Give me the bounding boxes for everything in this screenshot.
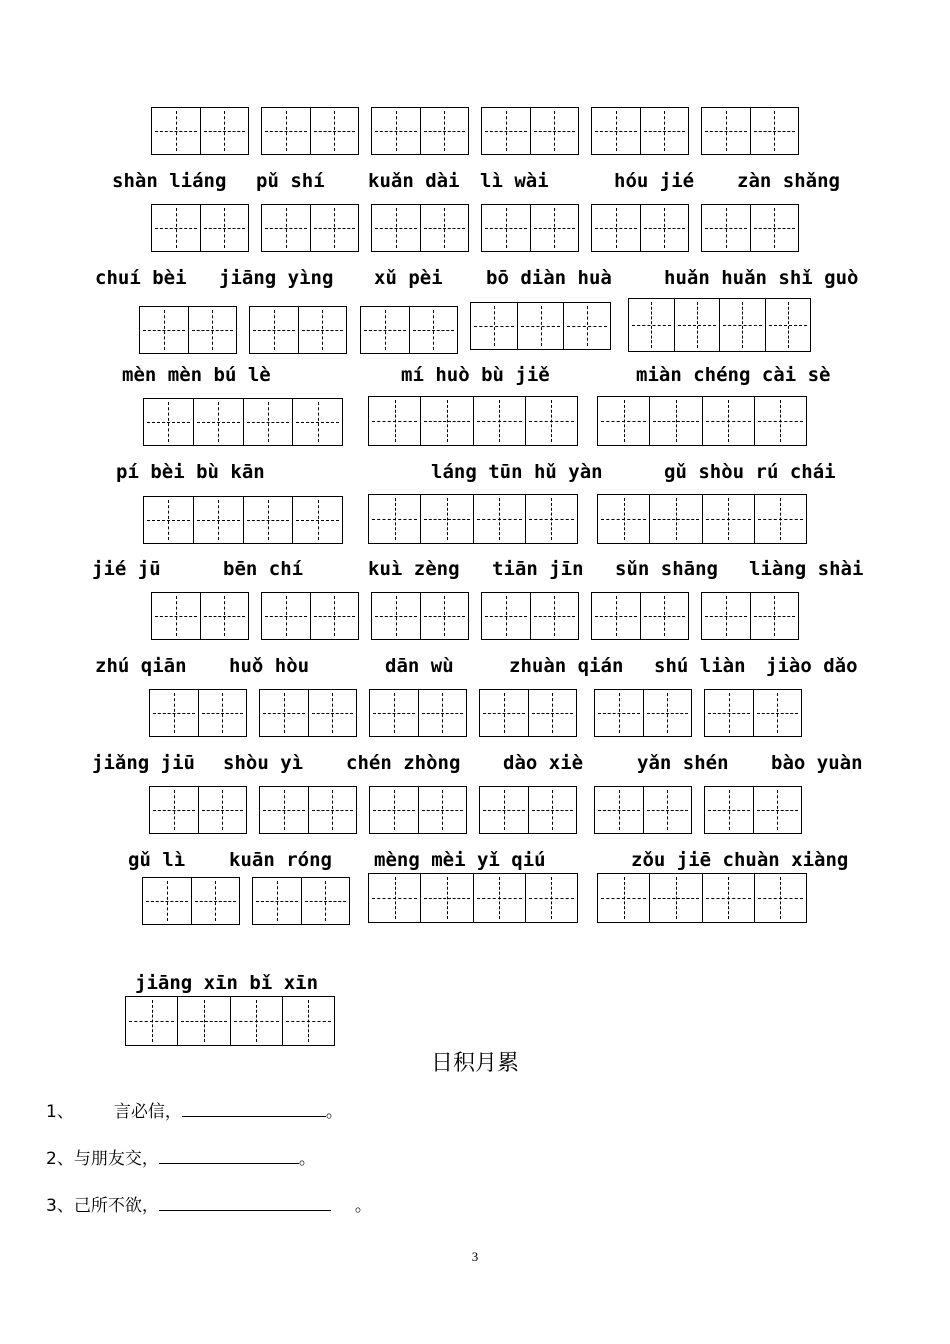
writing-box[interactable] (481, 204, 579, 252)
writing-box[interactable] (125, 996, 335, 1046)
pinyin-prompt: pǔ shí (256, 170, 325, 192)
page-number: 3 (471, 1249, 479, 1264)
writing-box[interactable] (249, 306, 347, 354)
pinyin-prompt: mèng mèi yǐ qiú (374, 849, 546, 871)
writing-box[interactable] (481, 592, 579, 640)
writing-box[interactable] (371, 592, 469, 640)
pinyin-prompt: pí bèi bù kān (116, 461, 265, 483)
pinyin-prompt: jié jū (92, 558, 161, 580)
writing-box[interactable] (360, 306, 458, 354)
writing-box[interactable] (704, 689, 802, 737)
pinyin-prompt: chuí bèi (95, 267, 187, 289)
pinyin-prompt: bō diàn huà (486, 267, 612, 289)
writing-box[interactable] (143, 398, 343, 446)
writing-box[interactable] (259, 786, 357, 834)
writing-box[interactable] (591, 204, 689, 252)
pinyin-prompt: jiāng yìng (219, 267, 334, 289)
writing-box[interactable] (597, 873, 807, 923)
writing-box[interactable] (368, 396, 578, 446)
writing-box[interactable] (149, 689, 247, 737)
writing-box[interactable] (139, 306, 237, 354)
question-number: 1、 (46, 1102, 74, 1122)
writing-box[interactable] (369, 786, 467, 834)
writing-box[interactable] (701, 204, 799, 252)
pinyin-prompt: kuān róng (229, 849, 332, 871)
question-number: 3、 (46, 1196, 74, 1216)
writing-box[interactable] (371, 107, 469, 155)
question-text: 言必信， (113, 1102, 182, 1122)
pinyin-prompt: dào xiè (503, 752, 584, 774)
pinyin-prompt: mèn mèn bú lè (122, 364, 271, 386)
section-title: 日积月累 (430, 1051, 519, 1076)
pinyin-prompt: zǒu jiē chuàn xiàng (631, 849, 849, 871)
writing-box[interactable] (368, 494, 578, 544)
writing-box[interactable] (479, 689, 577, 737)
pinyin-prompt: sǔn shāng (615, 558, 718, 580)
question-1 (46, 1098, 343, 1124)
writing-box[interactable] (591, 107, 689, 155)
pinyin-prompt: kuì zèng (368, 558, 460, 580)
pinyin-prompt: jiāng xīn bǐ xīn (135, 972, 319, 994)
writing-box[interactable] (628, 298, 811, 352)
pinyin-prompt: zhuàn qián (509, 655, 624, 677)
pinyin-prompt: miàn chéng cài sè (636, 364, 831, 386)
writing-box[interactable] (259, 689, 357, 737)
pinyin-prompt: huǎn huǎn shǐ guò (664, 267, 859, 289)
pinyin-prompt: zàn shǎng (737, 170, 840, 192)
writing-box[interactable] (704, 786, 802, 834)
pinyin-prompt: yǎn shén (637, 752, 729, 774)
writing-box[interactable] (261, 592, 359, 640)
question-end: 。 (325, 1102, 343, 1122)
question-2 (46, 1145, 316, 1171)
writing-box[interactable] (597, 396, 807, 446)
pinyin-prompt: jiào dǎo (766, 655, 858, 677)
writing-box[interactable] (479, 786, 577, 834)
question-number: 2、 (46, 1149, 74, 1169)
writing-box[interactable] (261, 107, 359, 155)
pinyin-prompt: bēn chí (223, 558, 304, 580)
writing-box[interactable] (142, 877, 240, 925)
writing-box[interactable] (701, 592, 799, 640)
pinyin-prompt: tiān jīn (492, 558, 584, 580)
pinyin-prompt: huǒ hòu (229, 655, 310, 677)
pinyin-prompt: shú liàn (654, 655, 746, 677)
writing-box[interactable] (597, 494, 807, 544)
pinyin-prompt: dān wù (385, 655, 454, 677)
pinyin-prompt: jiǎng jiū (92, 752, 195, 774)
writing-box[interactable] (368, 873, 578, 923)
pinyin-prompt: mí huò bù jiě (401, 364, 550, 386)
writing-box[interactable] (594, 689, 692, 737)
pinyin-prompt: hóu jié (614, 170, 695, 192)
pinyin-prompt: chén zhòng (346, 752, 461, 774)
question-end: 。 (298, 1149, 316, 1169)
writing-box[interactable] (151, 107, 249, 155)
pinyin-prompt: liàng shài (749, 558, 864, 580)
answer-blank[interactable] (159, 1145, 299, 1164)
pinyin-prompt: gǔ lì (128, 849, 186, 871)
writing-box[interactable] (371, 204, 469, 252)
pinyin-prompt: gǔ shòu rú chái (664, 461, 836, 483)
writing-box[interactable] (470, 302, 611, 350)
pinyin-prompt: shòu yì (223, 752, 304, 774)
writing-box[interactable] (151, 592, 249, 640)
writing-box[interactable] (149, 786, 247, 834)
writing-box[interactable] (594, 786, 692, 834)
question-3 (46, 1192, 372, 1218)
pinyin-prompt: lì wài (480, 170, 549, 192)
pinyin-prompt: kuǎn dài (368, 170, 460, 192)
writing-box[interactable] (591, 592, 689, 640)
answer-blank[interactable] (182, 1098, 326, 1117)
pinyin-prompt: shàn liáng (112, 170, 227, 192)
answer-blank[interactable] (159, 1192, 331, 1211)
writing-box[interactable] (151, 204, 249, 252)
question-text: 与朋友交， (73, 1149, 159, 1169)
pinyin-prompt: xǔ pèi (374, 267, 443, 289)
question-end: 。 (354, 1196, 372, 1216)
pinyin-prompt: láng tūn hǔ yàn (431, 461, 603, 483)
pinyin-prompt: bào yuàn (771, 752, 863, 774)
writing-box[interactable] (261, 204, 359, 252)
writing-box[interactable] (252, 877, 350, 925)
pinyin-prompt: zhú qiān (95, 655, 187, 677)
writing-box[interactable] (481, 107, 579, 155)
question-text: 己所不欲， (73, 1196, 159, 1216)
writing-box[interactable] (701, 107, 799, 155)
writing-box[interactable] (369, 689, 467, 737)
writing-box[interactable] (143, 496, 343, 544)
